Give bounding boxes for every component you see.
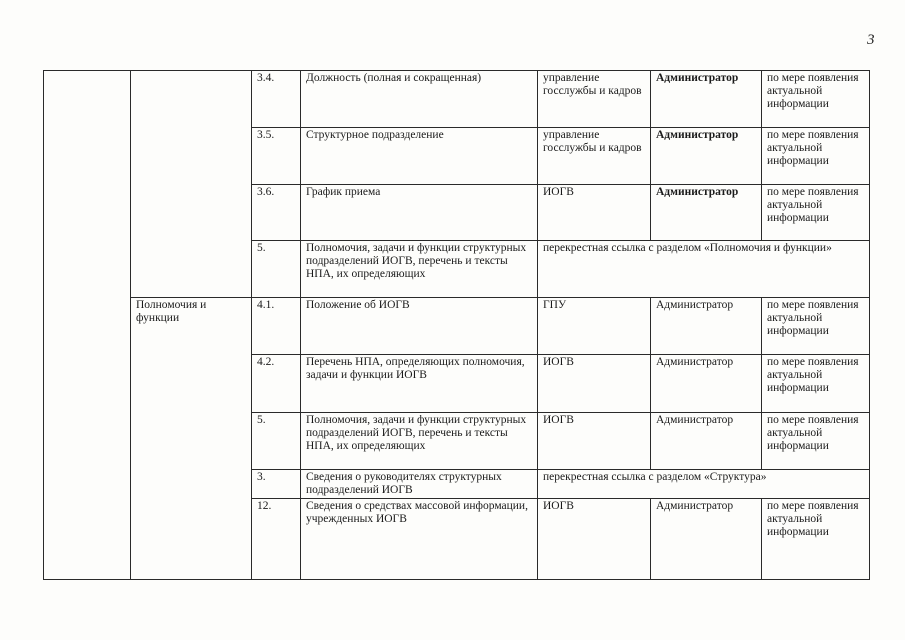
section-cell-empty [131,71,252,298]
item-name: Структурное подразделение [301,128,538,185]
item-period: по мере появления актуальной информации [762,298,870,355]
item-number: 3.5. [252,128,301,185]
item-source: ИОГВ [538,355,651,413]
item-number: 3.6. [252,185,301,241]
item-name: Сведения о руководителях структурных подразделений ИОГВ [301,470,538,499]
item-crossref: перекрестная ссылка с разделом «Структура» [538,470,870,499]
table-row [44,71,870,128]
item-number: 4.2. [252,355,301,413]
item-name: Полномочия, задачи и функции структурных подразделений ИОГВ, перечень и тексты НПА, их определяющих [301,241,538,298]
item-source: управление госслужбы и кадров [538,71,651,128]
item-source: ИОГВ [538,413,651,470]
item-period: по мере появления актуальной информации [762,355,870,413]
item-number: 4.1. [252,298,301,355]
item-number: 3.4. [252,71,301,128]
item-responsible: Администратор [651,499,762,580]
document-table [43,70,870,580]
item-number: 5. [252,241,301,298]
item-source: ГПУ [538,298,651,355]
item-period: по мере появления актуальной информации [762,128,870,185]
item-name: Должность (полная и сокращенная) [301,71,538,128]
item-name: Перечень НПА, определяющих полномочия, задачи и функции ИОГВ [301,355,538,413]
item-period: по мере появления актуальной информации [762,499,870,580]
item-period: по мере появления актуальной информации [762,413,870,470]
item-responsible: Администратор [651,355,762,413]
item-source: управление госслужбы и кадров [538,128,651,185]
item-number: 12. [252,499,301,580]
item-source: ИОГВ [538,499,651,580]
item-number: 5. [252,413,301,470]
item-name: Полномочия, задачи и функции структурных подразделений ИОГВ, перечень и тексты НПА, их определяющих [301,413,538,470]
item-number: 3. [252,470,301,499]
blank-column-cell [44,71,131,580]
item-responsible: Администратор [651,413,762,470]
item-crossref: перекрестная ссылка с разделом «Полномочия и функции» [538,241,870,298]
item-responsible: Администратор [651,128,762,185]
item-responsible: Администратор [651,185,762,241]
item-name: Сведения о средствах массовой информации, учрежденных ИОГВ [301,499,538,580]
item-period: по мере появления актуальной информации [762,185,870,241]
item-source: ИОГВ [538,185,651,241]
item-name: Положение об ИОГВ [301,298,538,355]
item-period: по мере появления актуальной информации [762,71,870,128]
item-responsible: Администратор [651,298,762,355]
section-label: Полномочия и функции [131,298,252,580]
item-responsible: Администратор [651,71,762,128]
item-name: График приема [301,185,538,241]
table-row [44,298,870,355]
page-number: 3 [867,32,875,48]
